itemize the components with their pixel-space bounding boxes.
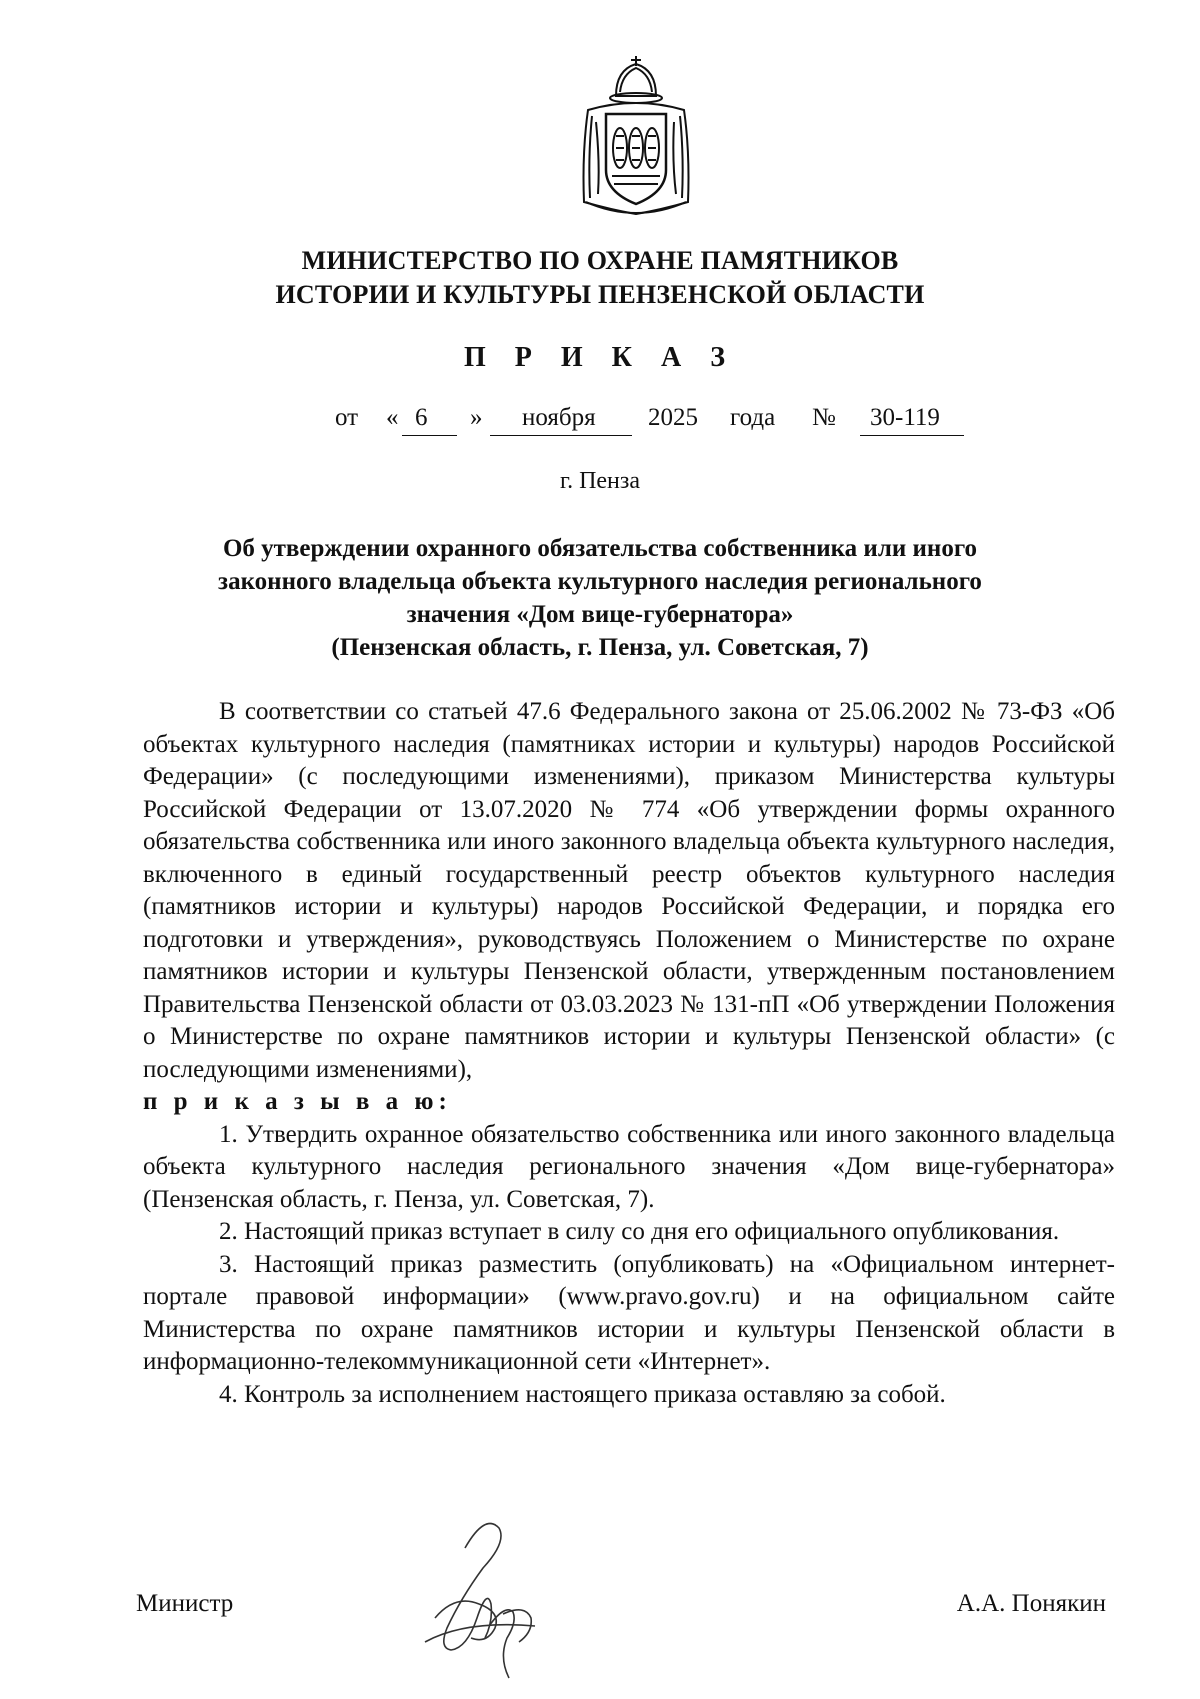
order-word: п р и к а з ы в а ю: [143,1088,452,1115]
handwritten-signature [395,1508,565,1688]
subject-line-3: значения «Дом вице-губернатора» [406,601,794,628]
subject-line-2: законного владельца объекта культурного наследия регионального [218,568,982,595]
ministry-name-line-1: МИНИСТЕРСТВО ПО ОХРАНЕ ПАМЯТНИКОВ [301,246,899,275]
order-item-1: 1. Утвердить охранное обязательство собственника или иного законного владельца объекта культурного наследия регионального значения «Дом вице-губернатора» (Пензенская область, г. Пенза, ул. Советская, 7). [143,1120,1115,1213]
number-sign: № [812,404,836,431]
ministry-name [0,244,1200,312]
ministry-name-line-2: ИСТОРИИ И КУЛЬТУРЫ ПЕНЗЕНСКОЙ ОБЛАСТИ [275,280,925,309]
signer-position: Министр [136,1590,234,1617]
subject-line-4: (Пензенская область, г. Пенза, ул. Советская, 7) [331,634,869,661]
date-day: 6 [415,404,428,431]
order-item-2: 2. Настоящий приказ вступает в силу со дня его официального опубликования. [219,1218,1060,1245]
order-item-3: 3. Настоящий приказ разместить (опубликовать) на «Официальном интернет-портале правовой информации» (www.pravo.gov.ru) и на официальном сайте Министерства по охране памятников истории и культуры Пензенской области в информационно-телекоммуникационной сети «Интернет». [143,1250,1115,1375]
date-month: ноября [522,404,596,431]
order-number: 30-119 [870,404,940,431]
order-body [143,696,1115,1411]
order-number-underline [860,435,964,436]
document-type-title: П Р И К А З [464,342,736,373]
date-quote-close: » [470,404,483,431]
date-day-underline [402,435,457,436]
order-item-4: 4. Контроль за исполнением настоящего приказа оставляю за собой. [219,1380,946,1408]
date-number-line [0,404,1200,444]
order-subject [0,532,1200,664]
date-year: 2025 [648,404,698,431]
date-month-underline [490,435,632,436]
subject-line-1: Об утверждении охранного обязательства собственника или иного [222,535,978,562]
city: г. Пенза [559,468,641,494]
preamble-paragraph [143,696,1115,1119]
date-quote-open: « [386,404,399,431]
date-from-label: от [335,404,359,431]
date-year-word: года [730,404,776,431]
preamble-text: В соответствии со статьей 47.6 Федерального закона от 25.06.2002 № 73-ФЗ «Об объектах культурного наследия (памятниках истории и культуры) народов Российской Федерации» (с последующими изменениями), приказом Министерства культуры Российской Федерации от 13.07.2020 № 774 «Об утверждении формы охранного обязательства собственника или иного законного владельца объекта культурного наследия, включенного в единый государственный реестр объектов культурного наследия (памятников истории и культуры) народов Российской Федерации, и порядка его подготовки и утверждения», руководствуясь Положением о Министерстве по охране памятников истории и культуры Пензенской области, утвержденным постановлением Правительства Пензенской области от 03.03.2023 № 131-пП «Об утверждении Положения о Министерстве по охране памятников истории и культуры Пензенской области» (с последующими изменениями), [143,698,1115,1083]
coat-of-arms-emblem [572,52,700,220]
signer-name: А.А. Понякин [956,1590,1106,1617]
